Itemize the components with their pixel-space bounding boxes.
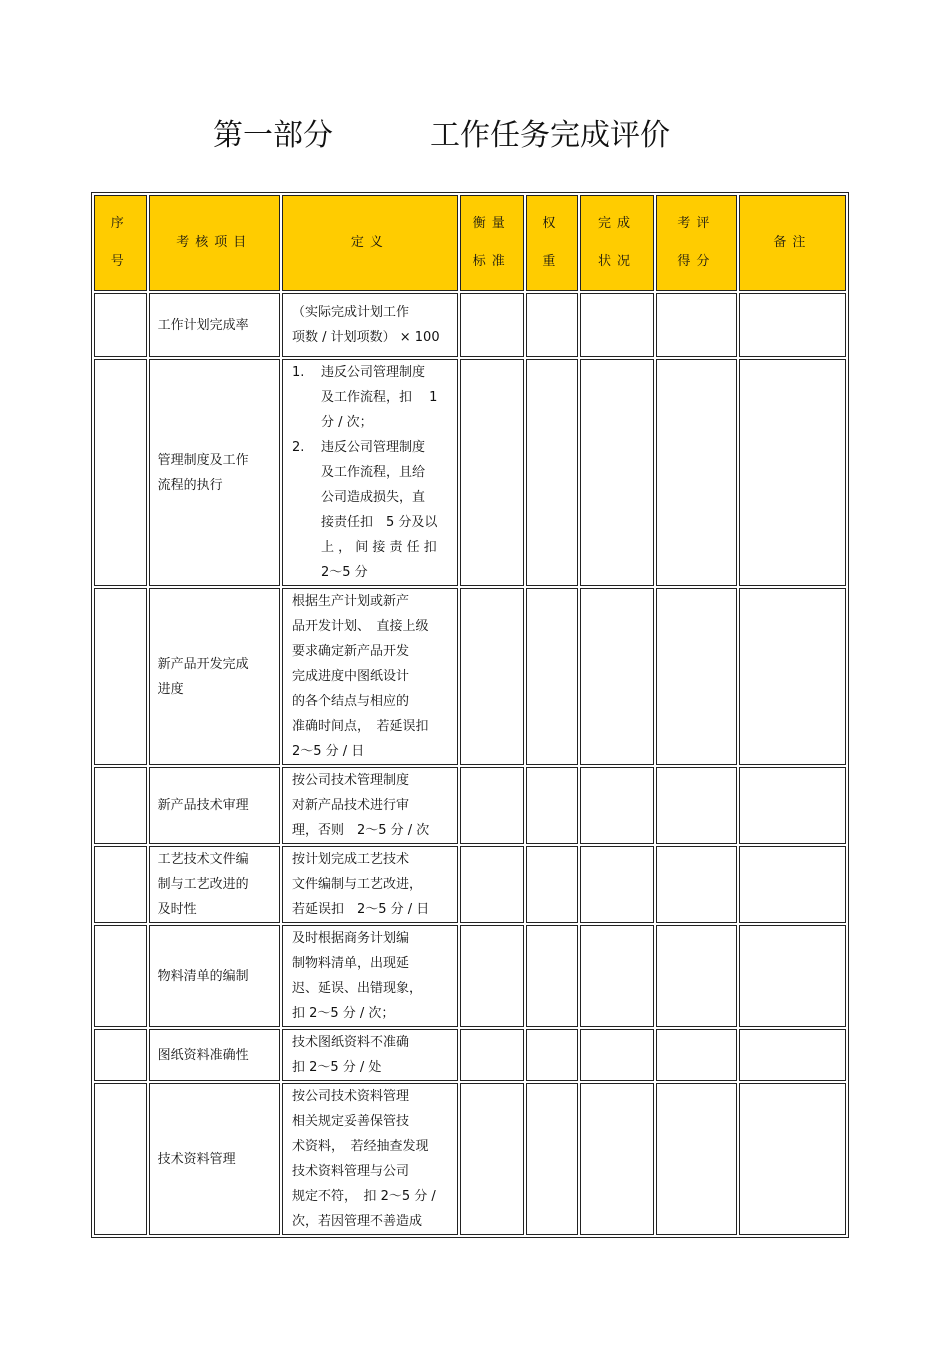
measure-cell <box>460 588 524 765</box>
score-cell <box>656 846 737 923</box>
remark-cell <box>739 1083 846 1235</box>
header-weight: 权 重 <box>526 195 579 291</box>
definition-cell: 技术图纸资料不准确 扣 2～5 分 / 处 <box>282 1029 458 1081</box>
score-cell <box>656 1083 737 1235</box>
measure-cell <box>460 1083 524 1235</box>
measure-cell <box>460 359 524 586</box>
score-cell <box>656 925 737 1027</box>
table-row <box>94 293 846 357</box>
definition-cell <box>282 359 458 586</box>
header-def: 定义 <box>282 195 458 291</box>
weight-cell <box>526 1083 579 1235</box>
remark-cell <box>739 767 846 844</box>
score-cell <box>656 293 737 357</box>
item-name-cell: 新产品开发完成 进度 <box>149 588 280 765</box>
item-name-cell: 工作计划完成率 <box>149 293 280 357</box>
weight-cell <box>526 925 579 1027</box>
status-cell <box>580 767 654 844</box>
item-name-cell: 图纸资料准确性 <box>149 1029 280 1081</box>
measure-cell <box>460 293 524 357</box>
weight-cell <box>526 1029 579 1081</box>
table-row <box>94 925 846 1027</box>
score-cell <box>656 588 737 765</box>
seq-cell <box>94 767 147 844</box>
status-cell <box>580 359 654 586</box>
measure-cell <box>460 925 524 1027</box>
score-cell <box>656 359 737 586</box>
item-name-cell: 管理制度及工作 流程的执行 <box>149 359 280 586</box>
item-name-cell: 新产品技术审理 <box>149 767 280 844</box>
item-name-cell: 技术资料管理 <box>149 1083 280 1235</box>
seq-cell <box>94 359 147 586</box>
weight-cell <box>526 767 579 844</box>
measure-cell <box>460 1029 524 1081</box>
header-measure: 衡量 标准 <box>460 195 524 291</box>
status-cell <box>580 925 654 1027</box>
title-part: 第一部分 <box>213 118 333 153</box>
title-name: 工作任务完成评价 <box>430 118 670 153</box>
evaluation-table <box>91 192 849 1238</box>
definition-cell: 及时根据商务计划编 制物料清单，出现延 迟、延误、出错现象， 扣 2～5 分 / 次； <box>282 925 458 1027</box>
definition-cell: 按计划完成工艺技术 文件编制与工艺改进， 若延误扣 2～5 分 / 日 <box>282 846 458 923</box>
definition-cell: 按公司技术管理制度 对新产品技术进行审 理，否则 2～5 分 / 次 <box>282 767 458 844</box>
header-status: 完成 状况 <box>580 195 654 291</box>
header-remark: 备注 <box>739 195 846 291</box>
remark-cell <box>739 359 846 586</box>
header-row <box>94 195 846 291</box>
seq-cell <box>94 588 147 765</box>
header-seq: 序 号 <box>94 195 147 291</box>
measure-cell <box>460 846 524 923</box>
score-cell <box>656 767 737 844</box>
seq-cell <box>94 1083 147 1235</box>
seq-cell <box>94 846 147 923</box>
status-cell <box>580 293 654 357</box>
list-item: 2. 违反公司管理制度 及工作流程，且给 公司造成损失，直 接责任扣 5 分及以 上 ， 间 接 责 任 扣 2～5 分 <box>291 440 438 580</box>
remark-cell <box>739 925 846 1027</box>
weight-cell <box>526 588 579 765</box>
page-title <box>0 116 950 160</box>
remark-cell <box>739 846 846 923</box>
weight-cell <box>526 359 579 586</box>
item-name-cell: 物料清单的编制 <box>149 925 280 1027</box>
remark-cell <box>739 1029 846 1081</box>
table-row <box>94 767 846 844</box>
measure-cell <box>460 767 524 844</box>
list-item: 1. 违反公司管理制度 及工作流程，扣 1 分 / 次； <box>291 365 438 430</box>
seq-cell <box>94 925 147 1027</box>
header-item: 考核项目 <box>149 195 280 291</box>
definition-cell: 根据生产计划或新产 品开发计划、 直接上级 要求确定新产品开发 完成进度中图纸设计 的各个结点与相应的 准确时间点， 若延误扣 2～5 分 / 日 <box>282 588 458 765</box>
weight-cell <box>526 293 579 357</box>
seq-cell <box>94 293 147 357</box>
status-cell <box>580 588 654 765</box>
table-row <box>94 846 846 923</box>
weight-cell <box>526 846 579 923</box>
definition-cell: 按公司技术资料管理 相关规定妥善保管技 术资料， 若经抽查发现 技术资料管理与公司 规定不符， 扣 2～5 分 / 次，若因管理不善造成 <box>282 1083 458 1235</box>
seq-cell <box>94 1029 147 1081</box>
score-cell <box>656 1029 737 1081</box>
definition-cell: （实际完成计划工作 项数 / 计划项数） × 100 <box>282 293 458 357</box>
remark-cell <box>739 293 846 357</box>
status-cell <box>580 846 654 923</box>
table-row <box>94 1083 846 1235</box>
header-score: 考评 得分 <box>656 195 737 291</box>
status-cell <box>580 1029 654 1081</box>
table-row <box>94 1029 846 1081</box>
status-cell <box>580 1083 654 1235</box>
remark-cell <box>739 588 846 765</box>
table-row <box>94 588 846 765</box>
item-name-cell: 工艺技术文件编 制与工艺改进的 及时性 <box>149 846 280 923</box>
table-row <box>94 359 846 586</box>
